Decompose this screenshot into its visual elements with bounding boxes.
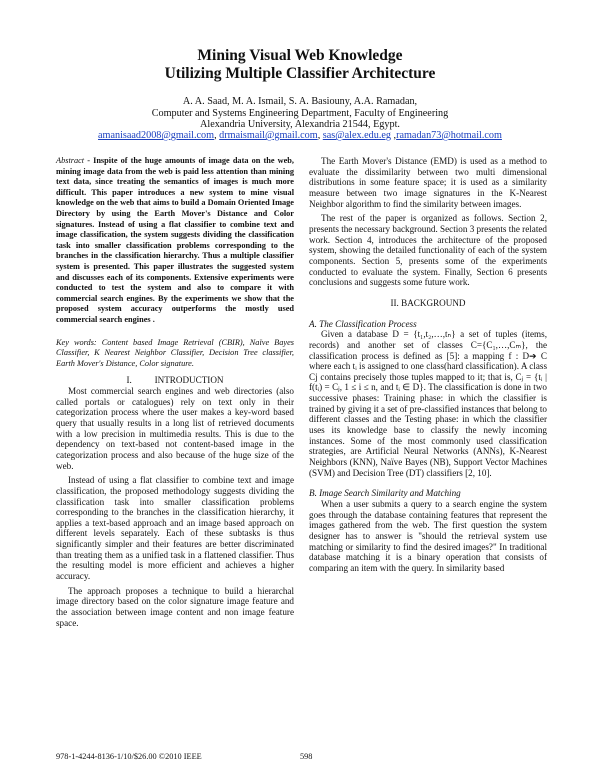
email-separator: ,: [317, 130, 323, 141]
organization-paragraph: The rest of the paper is organized as follows. Section 2, presents the necessary background. Section 3 presents the related work. Section 4, introduces the architecture of the proposed system, showing the detailed functionality of each of the system components. Section 5, presents some of the experiments conducted to evaluate the system. Finally, Section 6 presents conclusions and suggests some future work.: [309, 213, 547, 288]
page-number: 598: [300, 752, 313, 761]
keywords: Key words: Content based Image Retrieval (CBIR), Naïve Bayes Classifier, K Nearest Neighbor Classifier, Decision Tree classifier, Earth Mover's Distance, Color signature.: [56, 337, 294, 368]
intro-paragraph-3: The approach proposes a technique to build a hierarchal image directory based on the color signature image feature and the association between image content and non image feature space.: [56, 585, 294, 628]
affiliation-department: Computer and Systems Engineering Department, Faculty of Engineering: [151, 108, 449, 119]
abstract-text: - Inspite of the huge amounts of image data on the web, mining image data from the web is paid less attention than mining text data, since treating the semantics of images is much more difficult. This paper introduces a new system to mine visual knowledge on the web that aims to build a Domain Oriented Image Directory by using the Earth Mover's Distance and Color signatures. Instead of using a flat classifier to combine text and image classification, the system suggests dividing the classification task into smaller classification problems corresponding to the branches in the classification hierarchy. Thus a multiple classifier system is presented. This paper illustrates the suggested system and discusses each of its components. Extensive experiments were conducted to test the system and also to compare it with commercial search engines. By the experiments we show that the proposed system accuracy outperforms the mostly used commercial search engines .: [56, 156, 294, 324]
email-separator: ,: [214, 130, 220, 141]
copyright-notice: 978-1-4244-8136-1/10/$26.00 ©2010 IEEE: [56, 752, 202, 761]
abstract: [56, 156, 294, 326]
section-heading-background: II. BACKGROUND: [390, 297, 466, 308]
author-list: A. A. Saad, M. A. Ismail, S. A. Basiouny, A.A. Ramadan,: [182, 96, 418, 107]
left-column: [56, 156, 294, 628]
section-heading-introduction: I. INTRODUCTION: [126, 375, 224, 386]
intro-paragraph-2: Instead of using a flat classifier to combine text and image classification, the proposed methodology suggests dividing the classification task into smaller classification problems corresponding to the branches in the classification hierarchy, it applies a text-based approach and an image based approach on different levels separately. Each of these subtasks is thus significantly simpler and their features are better discriminated than treating them as a unified task in a flattened classifier. Thus the resulting model is more efficient and achieves a higher accuracy.: [56, 475, 294, 582]
subsection-heading-classification: A. The Classification Process: [309, 318, 417, 329]
author-emails: [0, 130, 600, 142]
email-link-basiouny[interactable]: sas@alex.edu.eg: [322, 130, 391, 141]
paper-title-line-2: Utilizing Multiple Classifier Architecture: [164, 65, 436, 82]
abstract-label: Abstract: [56, 156, 85, 165]
email-separator: ,: [391, 130, 397, 141]
intro-paragraph-1: Most commercial search engines and web directories (also called portals or catalogues) rely on text only in their categorization process where the user makes a key-word based query that usually results in a long list of retrieved documents with a low precision in multimedia results. This is due to the dependency on text-based not content-based image in the categorization process and also because of the huge size of the web.: [56, 385, 294, 471]
email-link-saad[interactable]: amanisaad2008@gmail.com: [98, 130, 215, 141]
email-link-ramadan[interactable]: ramadan73@hotmail.com: [396, 130, 502, 141]
email-link-ismail[interactable]: drmaismail@gmail.com: [219, 130, 318, 141]
classification-paragraph: Given a database D = {t₁,t₂,…,tₙ} a set of tuples (items, records) and another set of classes C={C₁,…,Cₘ}, the classification process is defined as [5]: a mapping f : D➔ C where each tᵢ is assigned to one class(hard classification). A class Cj contains precisely those tuples mapped to it; that is, Cⱼ = {tᵢ | f(tᵢ) = Cⱼ, 1 ≤ i ≤ n, and tᵢ ∈ D}. The classification is done in two successive phases: Training phase: in which the classifier is trained by giving it a set of pre-classified instances that belong to different classes and the Testing phase: in which the classifier uses its knowledge base to classify the newly incoming instances. Some of the most commonly used classification strategies, are Artificial Neural Networks (ANNs), K-Nearest Neighbors (KNN), Naïve Bayes (NB), Support Vector Machines (SVM) and Decision Tree (DT) classifiers [2, 10].: [309, 329, 547, 478]
subsection-heading-image-search: B. Image Search Similarity and Matching: [309, 488, 461, 499]
image-search-paragraph: When a user submits a query to a search engine the system goes through the database containing features that represent the images gathered from the web. The first question the system designer has to answer is "should the retrieval system use matching or similarity to find the desired images?" In traditional database matching it is a binary operation that consists of comparing an item with the query. In similarity based: [309, 499, 547, 573]
emd-paragraph: The Earth Mover's Distance (EMD) is used as a method to evaluate the dissimilarity between two multi dimensional distributions in some feature space; it is used as a similarity measure between two image signatures in the K-Nearest Neighbor algorithm to find the similarity between images.: [309, 156, 547, 209]
right-column: [309, 156, 547, 574]
affiliation-address: Alexandria University, Alexandria 21544, Egypt.: [200, 119, 400, 130]
paper-title-line-1: Mining Visual Web Knowledge: [197, 47, 403, 64]
